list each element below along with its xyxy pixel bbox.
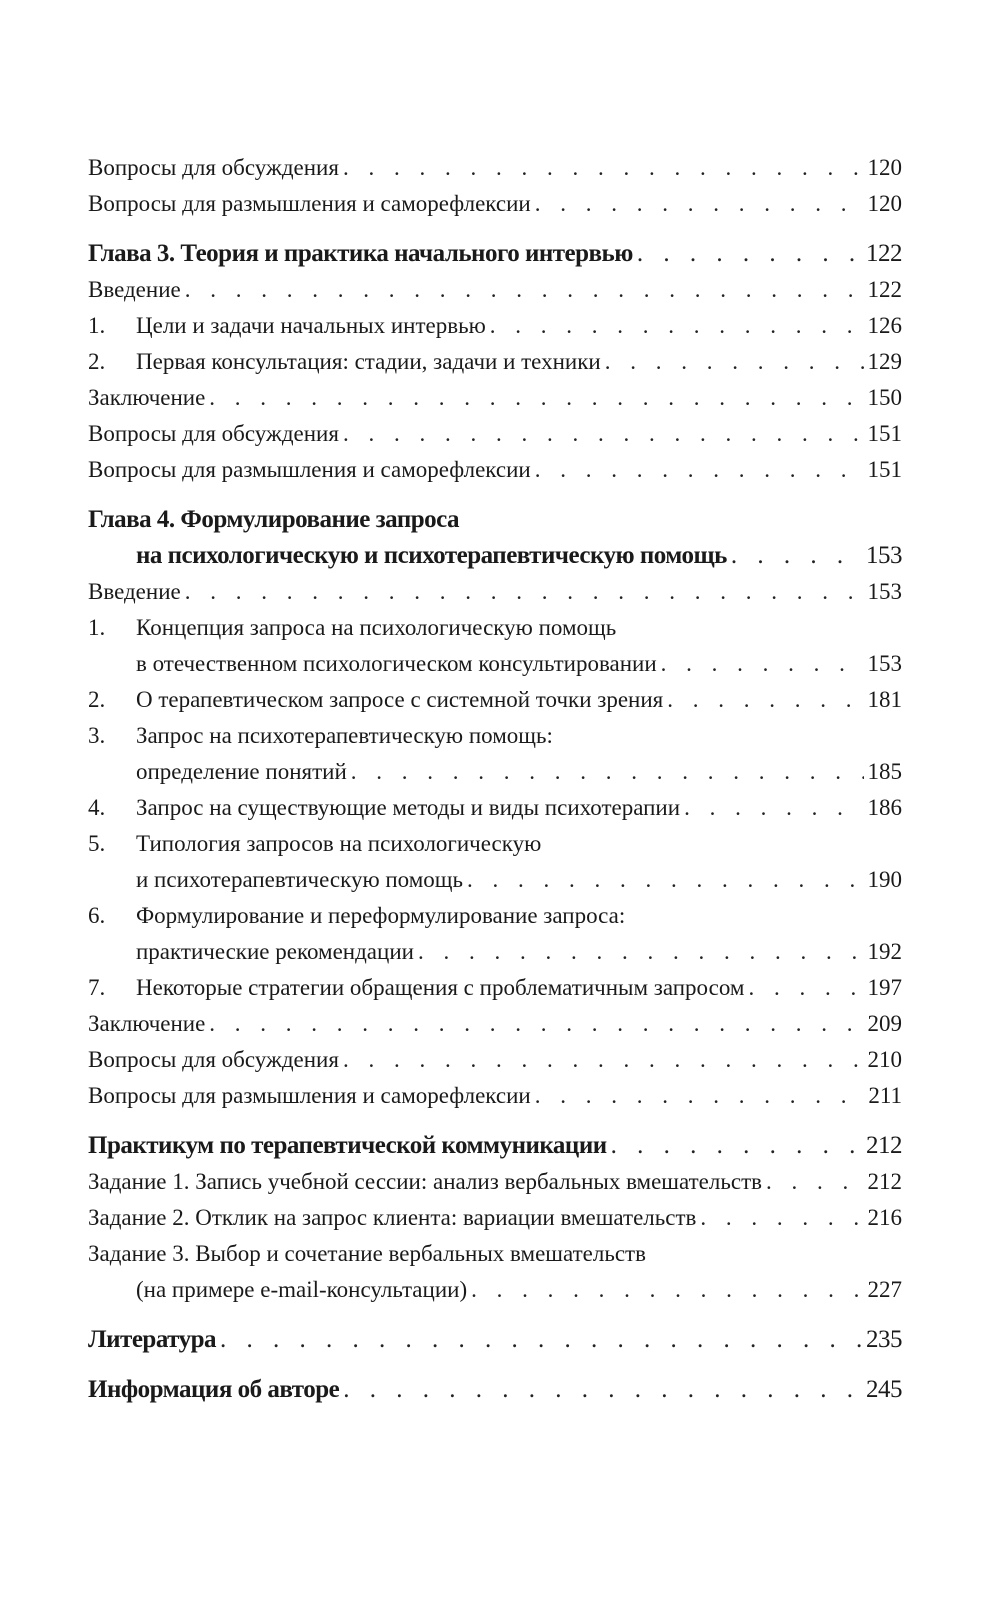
toc-entry-title: Цели и задачи начальных интервью	[136, 313, 486, 338]
toc-entry-discussion-questions	[88, 150, 902, 186]
toc-section-number: 2.	[88, 687, 106, 712]
toc-section-4-2	[88, 682, 902, 718]
toc-page-number: 210	[867, 1047, 902, 1072]
dot-leader	[727, 538, 862, 574]
toc-entry-discussion-questions	[88, 1042, 902, 1078]
toc-entry-title: Задание 1. Запись учебной сессии: анализ вербальных вмешательств	[88, 1169, 762, 1194]
toc-entry-title: Вопросы для обсуждения	[88, 155, 339, 180]
toc-entry-title: Заключение	[88, 385, 206, 410]
dot-leader	[347, 754, 864, 790]
dot-leader	[762, 1164, 864, 1200]
dot-leader	[607, 1128, 862, 1164]
toc-page-number: 227	[867, 1277, 902, 1302]
toc-entry-title: Введение	[88, 277, 181, 302]
toc-entry-title: Концепция запроса на психологическую помощь	[136, 615, 617, 640]
toc-section-4-3	[88, 718, 902, 790]
toc-entry-title: Вопросы для размышления и саморефлексии	[88, 1083, 531, 1108]
toc-page-number: 150	[867, 385, 902, 410]
toc-entry-title: Задание 3. Выбор и сочетание вербальных вмешательств	[88, 1241, 646, 1266]
toc-page-number: 245	[866, 1376, 902, 1403]
toc-section-number: 5.	[88, 831, 106, 856]
dot-leader	[680, 790, 863, 826]
toc-entry-title-cont: в отечественном психологическом консультировании	[136, 651, 657, 676]
toc-entry-title: Первая консультация: стадии, задачи и техники	[136, 349, 601, 374]
toc-chapter-title: Глава 3. Теория и практика начального интервью	[88, 240, 633, 267]
toc-entry-title: Формулирование и переформулирование запроса:	[136, 903, 626, 928]
toc-entry-title-cont: практические рекомендации	[136, 939, 414, 964]
toc-entry-title: Введение	[88, 579, 181, 604]
toc-section-number: 7.	[88, 975, 106, 1000]
toc-page-number: 185	[867, 759, 902, 784]
toc-entry-title: Вопросы для размышления и саморефлексии	[88, 191, 531, 216]
dot-leader	[467, 1272, 863, 1308]
toc-chapter-title: Глава 4. Формулирование запроса	[88, 506, 460, 533]
toc-entry-conclusion	[88, 1006, 902, 1042]
toc-page-number: 151	[867, 421, 902, 446]
dot-leader	[414, 934, 864, 970]
toc-task-1	[88, 1164, 902, 1200]
toc-page-number: 192	[867, 939, 902, 964]
toc-page-number: 122	[866, 240, 902, 267]
toc-section-4-6	[88, 898, 902, 970]
dot-leader	[531, 452, 864, 488]
toc-about-author	[88, 1372, 902, 1408]
toc-entry-title: Заключение	[88, 1011, 206, 1036]
toc-page-number: 153	[866, 542, 902, 569]
toc-section-4-5	[88, 826, 902, 898]
toc-literature	[88, 1322, 902, 1358]
toc-section-4-1	[88, 610, 902, 682]
toc-entry-title: Вопросы для обсуждения	[88, 1047, 339, 1072]
toc-entry-title: Вопросы для размышления и саморефлексии	[88, 457, 531, 482]
dot-leader	[339, 416, 864, 452]
toc-page-number: 151	[867, 457, 902, 482]
toc-page-number: 153	[867, 579, 902, 604]
dot-leader	[744, 970, 863, 1006]
toc-page-number: 126	[867, 313, 902, 338]
toc-entry-title: Запрос на психотерапевтическую помощь:	[136, 723, 553, 748]
dot-leader	[633, 236, 862, 272]
toc-page-number: 190	[867, 867, 902, 892]
dot-leader	[601, 344, 864, 380]
toc-page-number: 129	[867, 349, 902, 374]
dot-leader	[486, 308, 864, 344]
toc-entry-title: Вопросы для обсуждения	[88, 421, 339, 446]
toc-page-number: 122	[867, 277, 902, 302]
toc-page-number: 216	[867, 1205, 902, 1230]
toc-page-number: 212	[867, 1169, 902, 1194]
toc-task-2	[88, 1200, 902, 1236]
toc-section-4-4	[88, 790, 902, 826]
toc-task-3	[88, 1236, 902, 1308]
toc-entry-title: Некоторые стратегии обращения с проблематичным запросом	[136, 975, 745, 1000]
toc-chapter-3	[88, 236, 902, 272]
toc-page-number: 181	[867, 687, 902, 712]
dot-leader	[181, 574, 864, 610]
toc-entry-title: Задание 2. Отклик на запрос клиента: вариации вмешательств	[88, 1205, 697, 1230]
dot-leader	[181, 272, 864, 308]
toc-page-number: 211	[868, 1083, 902, 1108]
toc-entry-discussion-questions	[88, 416, 902, 452]
dot-leader	[205, 1006, 863, 1042]
toc-page-number: 197	[867, 975, 902, 1000]
toc-entry-title-cont: определение понятий	[136, 759, 347, 784]
toc-chapter-4	[88, 502, 902, 574]
toc-entry-introduction	[88, 272, 902, 308]
toc-practicum	[88, 1128, 902, 1164]
toc-page-number: 153	[867, 651, 902, 676]
toc-entry-reflection-questions	[88, 1078, 902, 1114]
table-of-contents	[88, 150, 902, 1408]
toc-page-number: 209	[867, 1011, 902, 1036]
toc-page-number: 212	[866, 1132, 902, 1159]
dot-leader	[657, 646, 864, 682]
toc-entry-reflection-questions	[88, 186, 902, 222]
toc-entry-title: О терапевтическом запросе с системной точки зрения	[136, 687, 664, 712]
toc-section-number: 1.	[88, 615, 106, 640]
toc-page-number: 120	[867, 155, 902, 180]
dot-leader	[339, 1372, 862, 1408]
dot-leader	[663, 682, 863, 718]
dot-leader	[696, 1200, 863, 1236]
toc-chapter-title: Практикум по терапевтической коммуникации	[88, 1132, 607, 1159]
dot-leader	[339, 1042, 864, 1078]
toc-page-number: 235	[866, 1326, 902, 1353]
dot-leader	[216, 1322, 862, 1358]
toc-section-number: 4.	[88, 795, 106, 820]
toc-entry-title: Типология запросов на психологическую	[136, 831, 542, 856]
toc-entry-introduction	[88, 574, 902, 610]
dot-leader	[463, 862, 864, 898]
toc-chapter-title: Литература	[88, 1326, 217, 1353]
dot-leader	[339, 150, 864, 186]
toc-section-number: 1.	[88, 313, 106, 338]
toc-section-number: 2.	[88, 349, 106, 374]
toc-entry-conclusion	[88, 380, 902, 416]
toc-page-number: 120	[867, 191, 902, 216]
toc-entry-title-cont: (на примере e-mail-консультации)	[136, 1277, 468, 1302]
toc-section-3-2	[88, 344, 902, 380]
dot-leader	[205, 380, 863, 416]
toc-chapter-title-cont: на психологическую и психотерапевтическую помощь	[136, 542, 727, 569]
dot-leader	[531, 186, 864, 222]
toc-entry-title: Запрос на существующие методы и виды психотерапии	[136, 795, 681, 820]
toc-entry-reflection-questions	[88, 452, 902, 488]
toc-entry-title-cont: и психотерапевтическую помощь	[136, 867, 463, 892]
toc-section-number: 6.	[88, 903, 106, 928]
toc-section-3-1	[88, 308, 902, 344]
toc-page-number: 186	[867, 795, 902, 820]
toc-section-number: 3.	[88, 723, 106, 748]
dot-leader	[531, 1078, 865, 1114]
toc-section-4-7	[88, 970, 902, 1006]
toc-chapter-title: Информация об авторе	[88, 1376, 340, 1403]
